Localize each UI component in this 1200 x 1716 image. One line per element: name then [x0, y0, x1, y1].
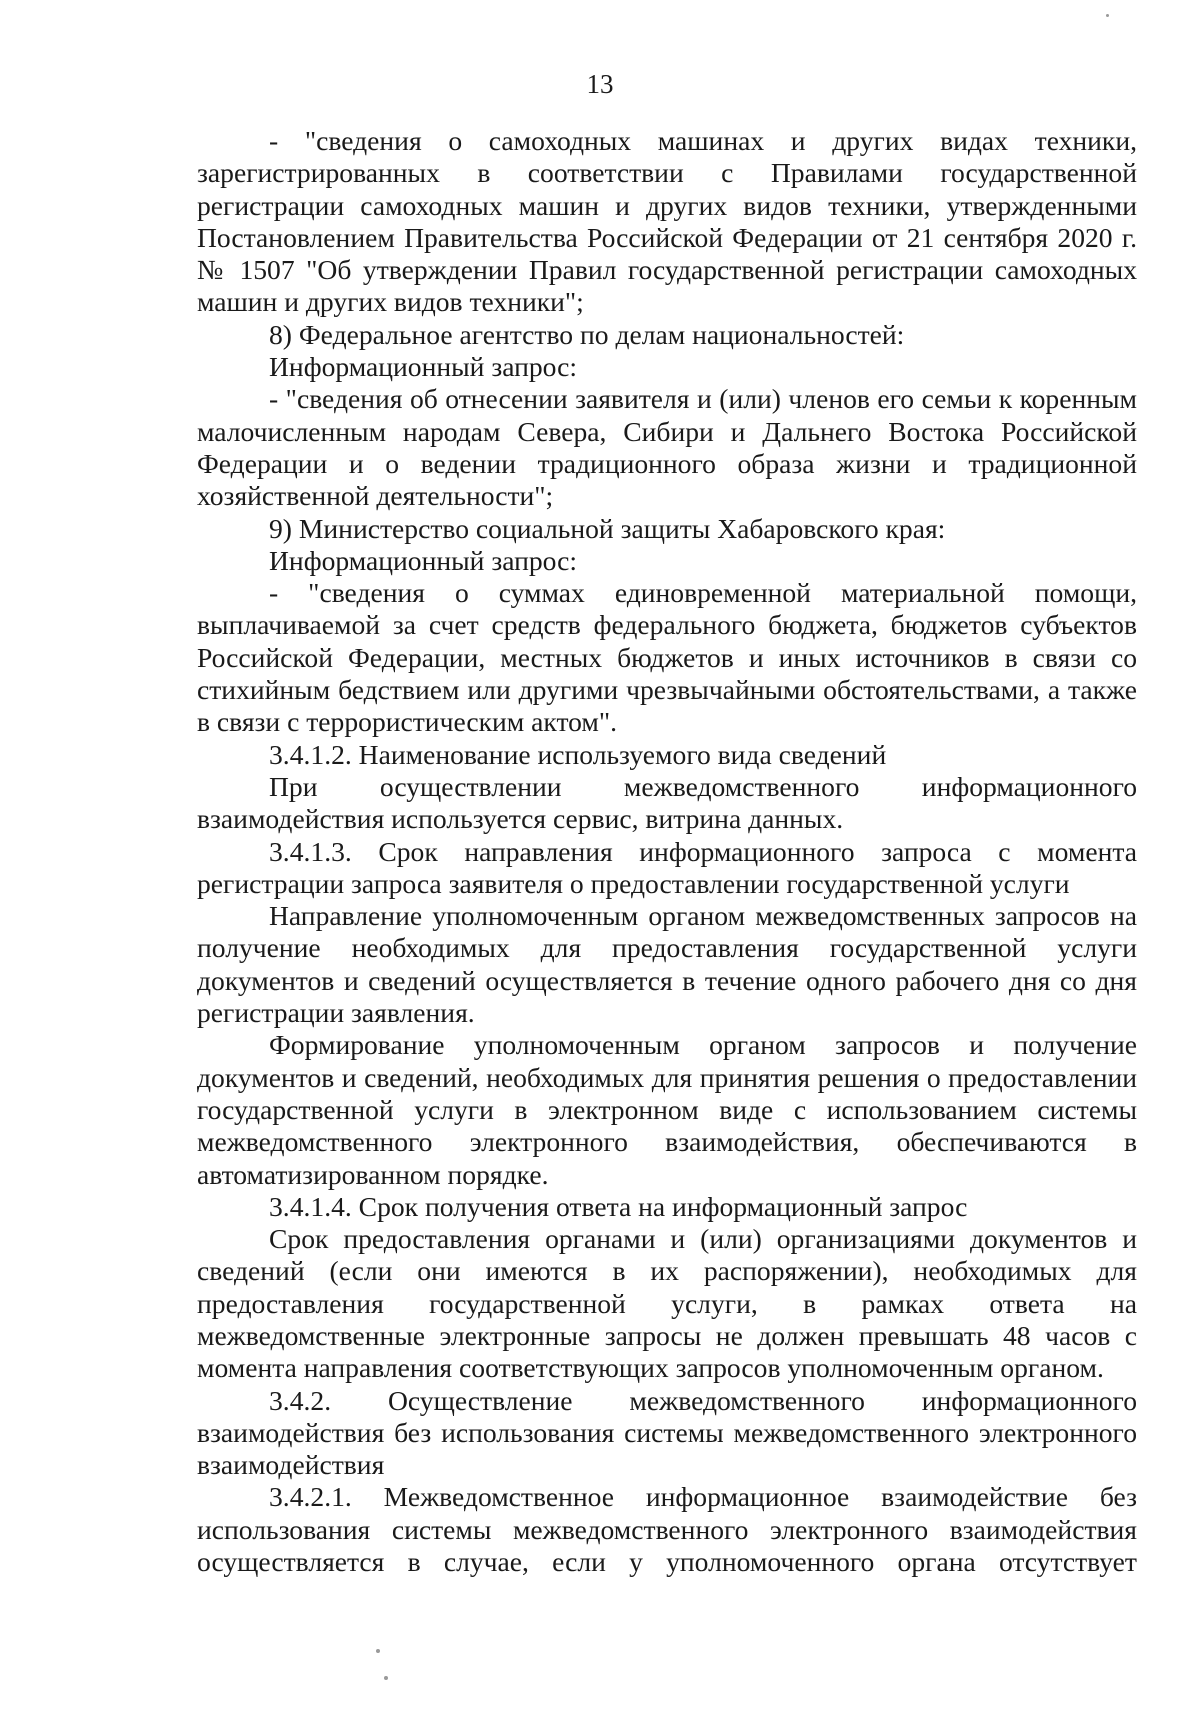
paragraph-request-sending-term: Направление уполномоченным органом межведомственных запросов на получение необходимых для предоставления государственной услуги документов и сведений осуществляется в течение одного рабочего дня со дня регистрации заявления. [197, 900, 1137, 1029]
paragraph-automated-requests: Формирование уполномоченным органом запросов и получение документов и сведений, необходимых для принятия решения о предоставлении государственной услуги в электронном виде с использованием системы межведомственного электронного взаимодействия, обеспечиваются в автоматизированном порядке. [197, 1029, 1137, 1190]
paragraph-info-request-label: Информационный запрос: [269, 351, 578, 383]
paragraph-info-request-label: Информационный запрос: [269, 544, 578, 576]
page-number: 13 [586, 69, 614, 99]
section-heading-3-4-1-2: 3.4.1.2. Наименование используемого вида сведений [269, 738, 887, 770]
section-heading-3-4-2-1: 3.4.2.1. Межведомственное информационное взаимодействие без использования системы межведомственного электронного взаимодействия осуществляется в случае, если у уполномоченного органа отсутствует [197, 1481, 1137, 1578]
section-heading-3-4-1-3: 3.4.1.3. Срок направления информационного запроса с момента регистрации запроса заявителя о предоставлении государственной услуги [197, 835, 1137, 899]
scan-speck [1106, 14, 1109, 17]
section-heading-3-4-2: 3.4.2. Осуществление межведомственного информационного взаимодействия без использования системы межведомственного электронного взаимодействия [197, 1384, 1137, 1481]
paragraph-self-propelled-machines-info: - "сведения о самоходных машинах и других видах техники, зарегистрированных в соответствии с Правилами государственной регистрации самоходных машин и других видов техники, утвержденными Постановлением Правительства Российской Федерации от 21 сентября 2020 г. № 1507 "Об утверждении Правил государственной регистрации самоходных машин и других видов техники"; [197, 125, 1137, 318]
paragraph-ministry-social-protection: 9) Министерство социальной защиты Хабаровского края: [269, 512, 946, 544]
document-body [197, 125, 1137, 1578]
section-heading-3-4-1-4: 3.4.1.4. Срок получения ответа на информационный запрос [269, 1190, 968, 1222]
paragraph-agency-nationalities: 8) Федеральное агентство по делам национальностей: [269, 318, 905, 350]
paragraph-service-data-showcase: При осуществлении межведомственного информационного взаимодействия используется сервис, витрина данных. [197, 770, 1137, 835]
paragraph-indigenous-peoples-info: - "сведения об отнесении заявителя и (или) членов его семьи к коренным малочисленным народам Севера, Сибири и Дальнего Востока Российской Федерации и о ведении традиционного образа жизни и традиционной хозяйственной деятельности"; [197, 383, 1137, 512]
paragraph-material-aid-info: - "сведения о суммах единовременной материальной помощи, выплачиваемой за счет средств федерального бюджета, бюджетов субъектов Российской Федерации, местных бюджетов и иных источников в связи со стихийным бедствием или другими чрезвычайными обстоятельствами, а также в связи с террористическим актом". [197, 577, 1137, 738]
paragraph-response-term: Срок предоставления органами и (или) организациями документов и сведений (если они имеются в их распоряжении), необходимых для предоставления государственной услуги, в рамках ответа на межведомственные электронные запросы не должен превышать 48 часов с момента направления соответствующих запросов уполномоченным органом. [197, 1223, 1137, 1384]
scan-speck [376, 1649, 380, 1653]
scan-speck [384, 1676, 388, 1680]
